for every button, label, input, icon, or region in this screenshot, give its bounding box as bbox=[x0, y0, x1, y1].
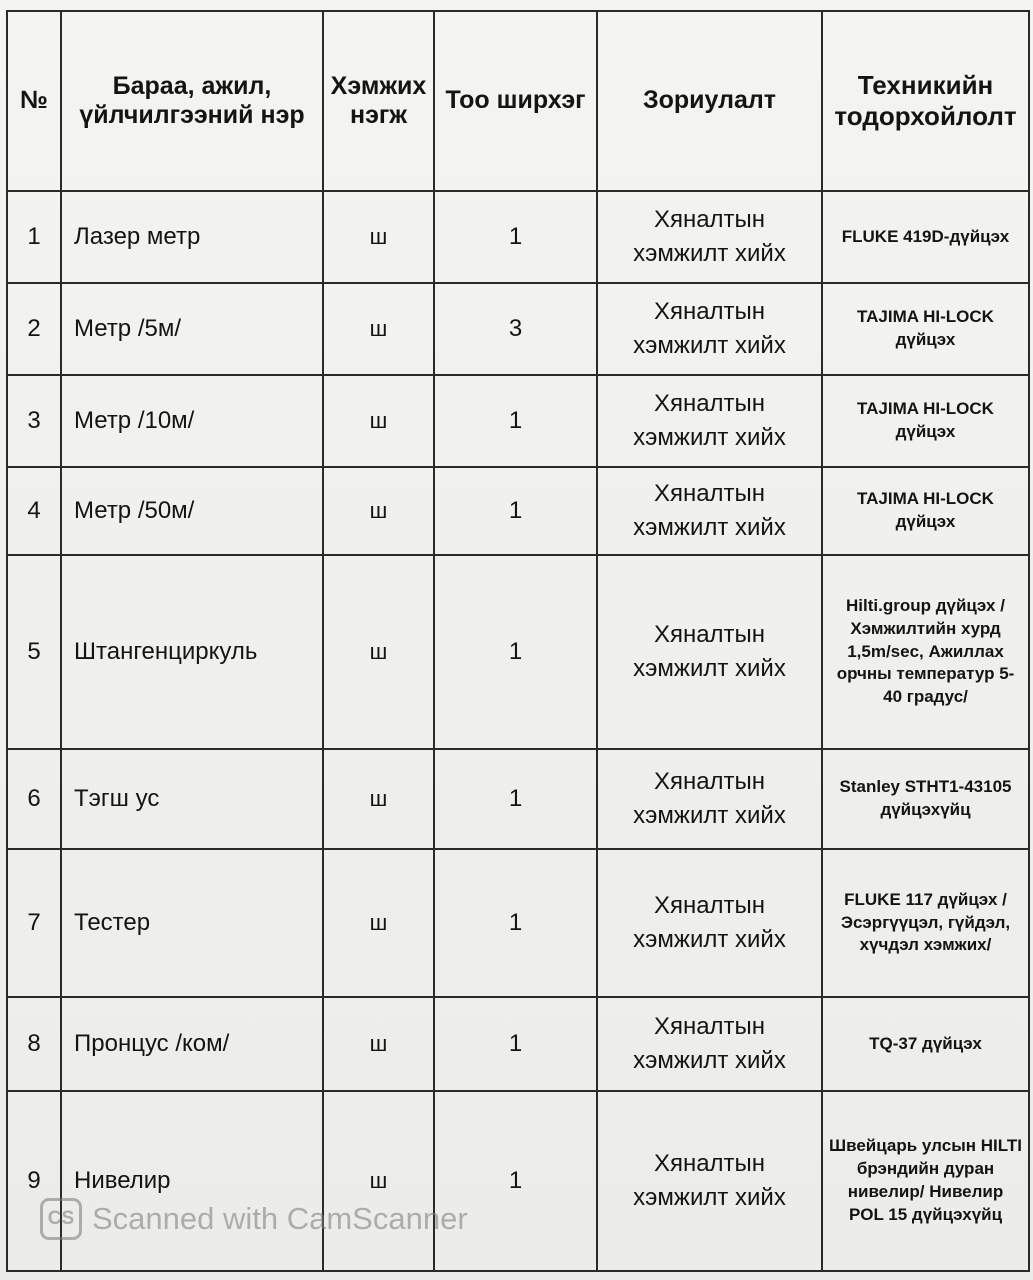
cell-unit: ш bbox=[323, 191, 434, 283]
cell-purpose: Хяналтын хэмжилт хийх bbox=[597, 191, 822, 283]
cell-unit: ш bbox=[323, 1091, 434, 1271]
cell-no: 7 bbox=[7, 849, 61, 997]
cell-unit: ш bbox=[323, 375, 434, 467]
equipment-table bbox=[6, 10, 1030, 1272]
table-row bbox=[7, 283, 1029, 375]
cell-purpose: Хяналтын хэмжилт хийх bbox=[597, 283, 822, 375]
cell-spec: Stanley STHT1-43105 дүйцэхүйц bbox=[822, 749, 1029, 849]
cell-no: 5 bbox=[7, 555, 61, 749]
cell-qty: 1 bbox=[434, 555, 597, 749]
cell-unit: ш bbox=[323, 555, 434, 749]
cell-qty: 1 bbox=[434, 997, 597, 1091]
cell-no: 9 bbox=[7, 1091, 61, 1271]
table-row bbox=[7, 997, 1029, 1091]
cell-qty: 1 bbox=[434, 849, 597, 997]
table-row bbox=[7, 375, 1029, 467]
cell-spec: FLUKE 117 дүйцэх /Эсэргүүцэл, гүйдэл, хүчдэл хэмжих/ bbox=[822, 849, 1029, 997]
cell-spec: Hilti.group дүйцэх /Хэмжилтийн хурд 1,5m/sec, Ажиллах орчны температур 5-40 градус/ bbox=[822, 555, 1029, 749]
cell-name: Лазер метр bbox=[61, 191, 323, 283]
cell-name: Метр /10м/ bbox=[61, 375, 323, 467]
cell-name: Тэгш ус bbox=[61, 749, 323, 849]
header-row bbox=[7, 11, 1029, 191]
cell-name: Метр /50м/ bbox=[61, 467, 323, 555]
cell-spec: TQ-37 дүйцэх bbox=[822, 997, 1029, 1091]
header-unit: Хэмжих нэгж bbox=[323, 11, 434, 191]
cell-name: Пронцус /ком/ bbox=[61, 997, 323, 1091]
cell-unit: ш bbox=[323, 283, 434, 375]
cell-spec: TAJIMA HI-LOCK дүйцэх bbox=[822, 283, 1029, 375]
cell-name: Штангенциркуль bbox=[61, 555, 323, 749]
cell-qty: 1 bbox=[434, 467, 597, 555]
cell-qty: 3 bbox=[434, 283, 597, 375]
header-name: Бараа, ажил, үйлчилгээний нэр bbox=[61, 11, 323, 191]
cell-no: 6 bbox=[7, 749, 61, 849]
cell-purpose: Хяналтын хэмжилт хийх bbox=[597, 749, 822, 849]
table-row bbox=[7, 849, 1029, 997]
header-no: № bbox=[7, 11, 61, 191]
cell-qty: 1 bbox=[434, 375, 597, 467]
cell-no: 3 bbox=[7, 375, 61, 467]
cell-no: 1 bbox=[7, 191, 61, 283]
cell-spec: FLUKE 419D-дүйцэх bbox=[822, 191, 1029, 283]
table-row bbox=[7, 749, 1029, 849]
header-spec: Техникийн тодорхойлолт bbox=[822, 11, 1029, 191]
camscanner-logo-icon: CS bbox=[40, 1198, 82, 1240]
table-row bbox=[7, 191, 1029, 283]
cell-purpose: Хяналтын хэмжилт хийх bbox=[597, 467, 822, 555]
cell-no: 2 bbox=[7, 283, 61, 375]
cell-unit: ш bbox=[323, 467, 434, 555]
header-purpose: Зориулалт bbox=[597, 11, 822, 191]
cell-unit: ш bbox=[323, 849, 434, 997]
cell-name: Метр /5м/ bbox=[61, 283, 323, 375]
cell-purpose: Хяналтын хэмжилт хийх bbox=[597, 1091, 822, 1271]
header-qty: Тоо ширхэг bbox=[434, 11, 597, 191]
cell-unit: ш bbox=[323, 997, 434, 1091]
cell-no: 4 bbox=[7, 467, 61, 555]
cell-qty: 1 bbox=[434, 1091, 597, 1271]
cell-unit: ш bbox=[323, 749, 434, 849]
cell-no: 8 bbox=[7, 997, 61, 1091]
cell-qty: 1 bbox=[434, 191, 597, 283]
table-row bbox=[7, 467, 1029, 555]
watermark-text: Scanned with CamScanner bbox=[92, 1201, 468, 1236]
camscanner-watermark bbox=[40, 1196, 468, 1242]
cell-spec: TAJIMA HI-LOCK дүйцэх bbox=[822, 467, 1029, 555]
cell-name: Тестер bbox=[61, 849, 323, 997]
cell-purpose: Хяналтын хэмжилт хийх bbox=[597, 555, 822, 749]
cell-spec: Швейцарь улсын HILTI брэндийн дуран нивелир/ Нивелир POL 15 дүйцэхүйц bbox=[822, 1091, 1029, 1271]
cell-spec: TAJIMA HI-LOCK дүйцэх bbox=[822, 375, 1029, 467]
cell-purpose: Хяналтын хэмжилт хийх bbox=[597, 375, 822, 467]
cell-name: Нивелир bbox=[61, 1091, 323, 1271]
cell-purpose: Хяналтын хэмжилт хийх bbox=[597, 849, 822, 997]
table-row bbox=[7, 1091, 1029, 1271]
table-row bbox=[7, 555, 1029, 749]
cell-purpose: Хяналтын хэмжилт хийх bbox=[597, 997, 822, 1091]
cell-qty: 1 bbox=[434, 749, 597, 849]
